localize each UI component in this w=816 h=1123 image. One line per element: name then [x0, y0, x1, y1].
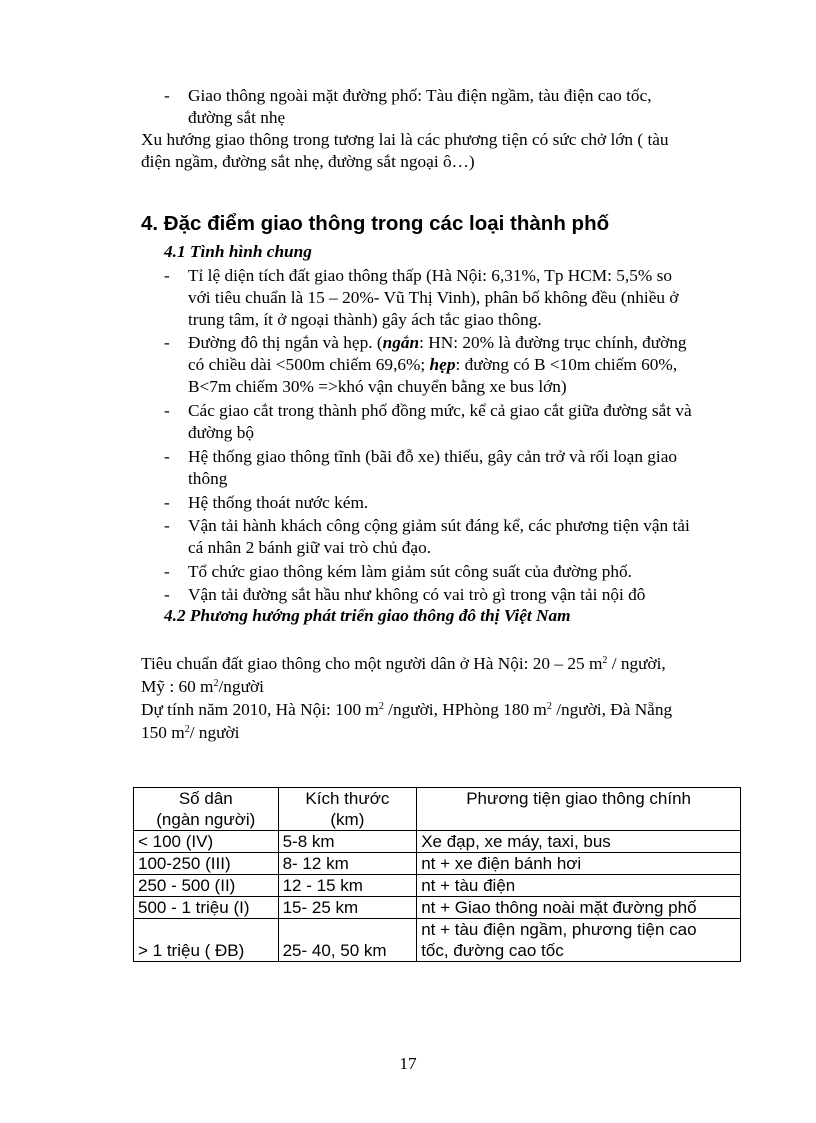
road-text-a: Đường đô thị ngắn và hẹp. (: [188, 333, 383, 352]
table-cell: 8- 12 km: [278, 853, 417, 875]
standard-text: Tiêu chuẩn đất giao thông cho một người dân ở Hà Nội: 20 – 25 m: [141, 654, 603, 673]
header-size: Kích thước (km): [278, 788, 417, 831]
section-4-heading: 4. Đặc điểm giao thông trong các loại thành phố: [141, 212, 610, 235]
bullet-line: đường bộ: [188, 423, 255, 442]
road-text-e: : đường có B <10m chiếm 60%,: [455, 355, 678, 374]
top-bullet-line2: đường sắt nhẹ: [188, 108, 286, 127]
bullet-road-line1: [188, 332, 687, 355]
standard-line1: [141, 653, 666, 676]
page-number: 17: [399, 1054, 417, 1073]
bullet-dash: -: [164, 562, 170, 581]
superscript: 2: [213, 678, 219, 689]
subsection-4-1-heading: 4.1 Tình hình chung: [164, 242, 312, 261]
bullet-line: Tỉ lệ diện tích đất giao thông thấp (Hà Nội: 6,31%, Tp HCM: 5,5% so: [188, 266, 672, 285]
standard-text: 150 m: [141, 723, 185, 742]
table-cell: nt + Giao thông noài mặt đường phố: [417, 897, 741, 919]
bullet-line: Tổ chức giao thông kém làm giảm sút công suất của đường phố.: [188, 562, 632, 581]
table-cell: 25- 40, 50 km: [278, 919, 417, 962]
table-row: [134, 919, 741, 962]
table-cell: Xe đạp, xe máy, taxi, bus: [417, 831, 741, 853]
bullet-line: Vận tải đường sắt hầu như không có vai trò gì trong vận tải nội đô: [188, 585, 646, 604]
population-transport-table: [133, 787, 741, 962]
table-cell: 12 - 15 km: [278, 875, 417, 897]
bullet-dash: -: [164, 86, 170, 105]
bullet-line: Vận tải hành khách công cộng giảm sút đáng kể, các phương tiện vận tải: [188, 516, 690, 535]
header-population: Số dân (ngàn người): [134, 788, 279, 831]
standard-line3: [141, 699, 672, 722]
table-cell: 100-250 (III): [134, 853, 279, 875]
superscript: 2: [378, 701, 384, 712]
table-cell: < 100 (IV): [134, 831, 279, 853]
table-header-row: [134, 788, 741, 831]
road-text-c: : HN: 20% là đường trục chính, đường: [419, 333, 687, 352]
header-transport: Phương tiện giao thông chính: [417, 788, 741, 831]
bullet-dash: -: [164, 266, 170, 285]
standard-text: /người: [218, 677, 264, 696]
table-cell: 250 - 500 (II): [134, 875, 279, 897]
bullet-dash: -: [164, 493, 170, 512]
bullet-line: thông: [188, 469, 228, 488]
superscript: 2: [184, 724, 190, 735]
table-cell: > 1 triệu ( ĐB): [134, 919, 279, 962]
trend-line2: điện ngầm, đường sắt nhẹ, đường sắt ngoại ô…): [141, 152, 475, 171]
bullet-line: trung tâm, ít ở ngoại thành) gây ách tắc giao thông.: [188, 310, 542, 329]
bullet-line: với tiêu chuẩn là 15 – 20%- Vũ Thị Vinh), phân bố không đều (nhiều ở: [188, 288, 679, 307]
table-row: [134, 831, 741, 853]
standard-text: / người: [189, 723, 240, 742]
subsection-4-2-heading: 4.2 Phương hướng phát triển giao thông đô thị Việt Nam: [164, 606, 571, 625]
road-text-line2: có chiều dài <500m chiếm 69,6%;: [188, 355, 430, 374]
bullet-line: Hệ thống thoát nước kém.: [188, 493, 369, 512]
bullet-road-line2: [188, 354, 677, 377]
trend-line1: Xu hướng giao thông trong tương lai là các phương tiện có sức chở lớn ( tàu: [141, 130, 669, 149]
standard-text: Mỹ : 60 m: [141, 677, 214, 696]
standard-text: /người, HPhòng 180 m: [383, 700, 547, 719]
bullet-dash: -: [164, 447, 170, 466]
standard-line4: [141, 722, 239, 745]
table-cell: 5-8 km: [278, 831, 417, 853]
road-text-short: ngắn: [382, 333, 420, 352]
bullet-road-line3: B<7m chiếm 30% =>khó vận chuyển bằng xe bus lớn): [188, 377, 567, 396]
table-cell: 15- 25 km: [278, 897, 417, 919]
bullet-line: cá nhân 2 bánh giữ vai trò chủ đạo.: [188, 538, 432, 557]
superscript: 2: [602, 655, 608, 666]
table-cell: 500 - 1 triệu (I): [134, 897, 279, 919]
table-cell: nt + xe điện bánh hơi: [417, 853, 741, 875]
superscript: 2: [546, 701, 552, 712]
table-row: [134, 853, 741, 875]
bullet-dash: -: [164, 401, 170, 420]
bullet-line: Các giao cắt trong thành phố đồng mức, kể cả giao cắt giữa đường sắt và: [188, 401, 692, 420]
bullet-dash: -: [164, 585, 170, 604]
standard-text: Dự tính năm 2010, Hà Nội: 100 m: [141, 700, 379, 719]
bullet-dash: -: [164, 333, 170, 352]
bullet-dash: -: [164, 516, 170, 535]
table-cell: nt + tàu điện: [417, 875, 741, 897]
table-row: [134, 897, 741, 919]
bullet-line: Hệ thống giao thông tĩnh (bãi đỗ xe) thiếu, gây cản trở và rối loạn giao: [188, 447, 678, 466]
table-row: [134, 875, 741, 897]
table-cell: nt + tàu điện ngầm, phương tiện cao tốc, đường cao tốc: [417, 919, 741, 962]
standard-text: / người,: [607, 654, 666, 673]
top-bullet-line1: Giao thông ngoài mặt đường phố: Tàu điện ngầm, tàu điện cao tốc,: [188, 86, 652, 105]
standard-line2: [141, 676, 264, 699]
road-text-narrow: hẹp: [429, 355, 456, 374]
standard-text: /người, Đà Nẵng: [551, 700, 673, 719]
